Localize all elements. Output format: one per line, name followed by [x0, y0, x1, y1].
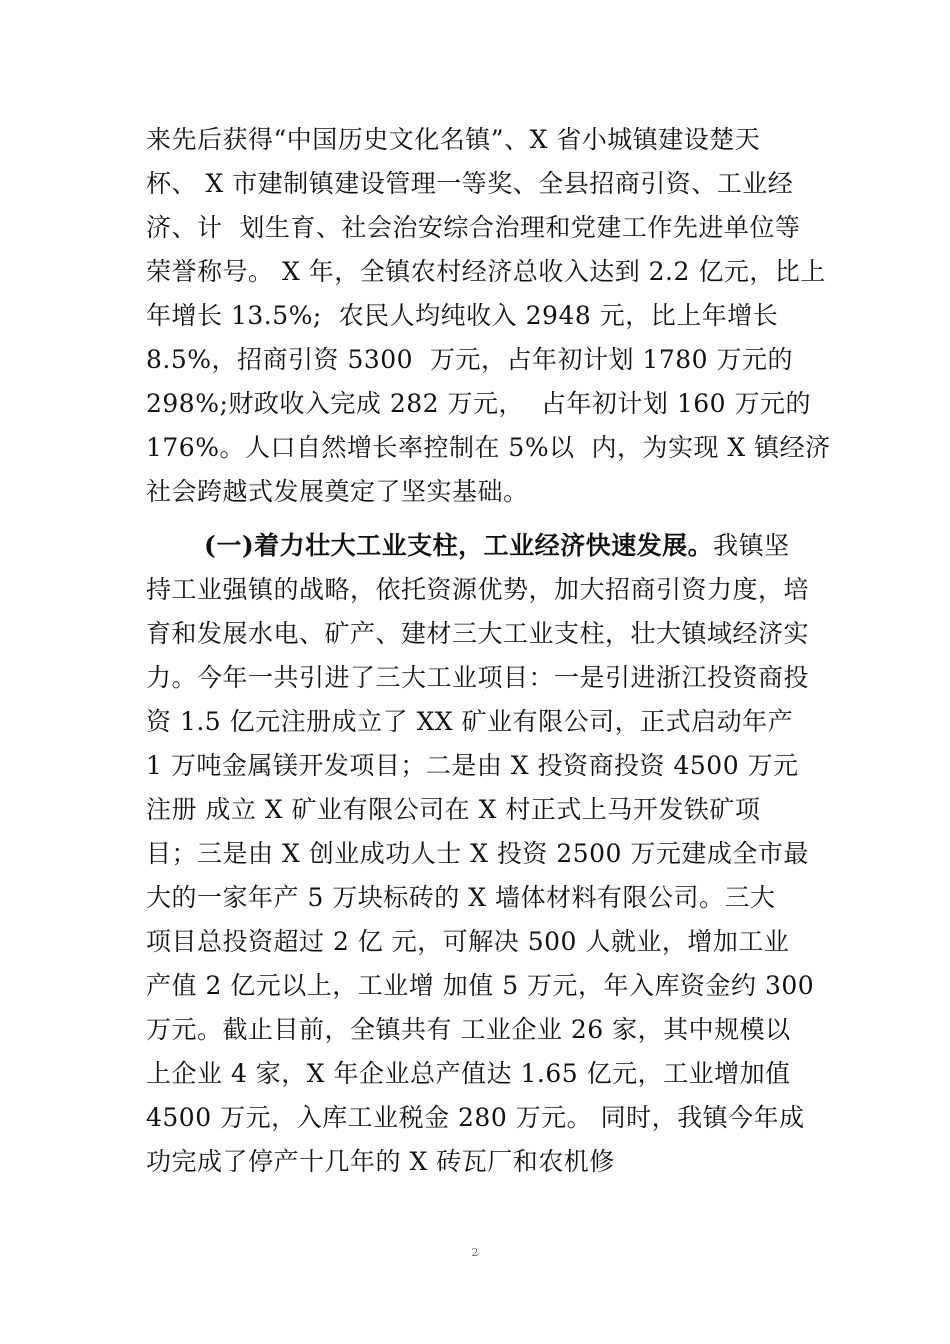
paragraph-line: 资 1.5 亿元注册成立了 XX 矿业有限公司，正式启动年产 [146, 707, 794, 736]
paragraph-line: 社会跨越式发展奠定了坚实基础。 [146, 477, 529, 506]
paragraph-line: 年增长 13.5%; 农民人均纯收入 2948 元，比上年增长 [146, 301, 779, 330]
section-first-line-text: 我镇坚 [713, 531, 790, 560]
paragraph-line: 大的一家年产 5 万块标砖的 X 墙体材料有限公司。三大 [146, 883, 776, 912]
paragraph-line: 杯、 X 市建制镇建设管理一等奖、全县招商引资、工业经 [146, 169, 794, 198]
paragraph-line: 注册 成立 X 矿业有限公司在 X 村正式上马开发铁矿项 [146, 795, 761, 824]
paragraph-line: 来先后获得“中国历史文化名镇”、X 省小城镇建设楚天 [146, 125, 761, 154]
paragraph-line: 4500 万元，入库工业税金 280 万元。 同时，我镇今年成 [146, 1103, 805, 1132]
section-first-line [204, 524, 844, 568]
paragraph-line: 目；三是由 X 创业成功人士 X 投资 2500 万元建成全市最 [146, 839, 809, 868]
paragraph-line: 育和发展水电、矿产、建材三大工业支柱，壮大镇域经济实 [146, 619, 810, 648]
paragraph-line: 产值 2 亿元以上，工业增 加值 5 万元，年入库资金约 300 [146, 971, 815, 1000]
page-number: 2 [471, 1246, 479, 1259]
paragraph-line: 万元。截止目前，全镇共有 工业企业 26 家，其中规模以 [146, 1015, 791, 1044]
paragraph-line: 298%;财政收入完成 282 万元， 占年初计划 160 万元的 [146, 389, 812, 418]
paragraph-line: 荣誉称号。 X 年，全镇农村经济总收入达到 2.2 亿元，比上 [146, 257, 826, 286]
section-heading: (一)着力壮大工业支柱，工业经济快速发展。 [204, 531, 714, 560]
paragraph-line: 上企业 4 家，X 年企业总产值达 1.65 亿元，工业增加值 [146, 1059, 791, 1088]
paragraph-line: 项目总投资超过 2 亿 元，可解决 500 人就业，增加工业 [146, 927, 790, 956]
paragraph-line: 济、计 划生育、社会治安综合治理和党建工作先进单位等 [146, 213, 801, 242]
paragraph-line: 1 万吨金属镁开发项目；二是由 X 投资商投资 4500 万元 [146, 751, 799, 780]
paragraph-line: 8.5%，招商引资 5300 万元，占年初计划 1780 万元的 [146, 345, 793, 374]
paragraph-line: 持工业强镇的战略，依托资源优势，加大招商引资力度，培 [146, 575, 810, 604]
paragraph-line: 力。今年一共引进了三大工业项目：一是引进浙江投资商投 [146, 663, 810, 692]
paragraph-line: 功完成了停产十几年的 X 砖瓦厂和农机修 [146, 1147, 615, 1176]
paragraph-line: 176%。人口自然增长率控制在 5%以 内，为实现 X 镇经济 [146, 433, 831, 462]
